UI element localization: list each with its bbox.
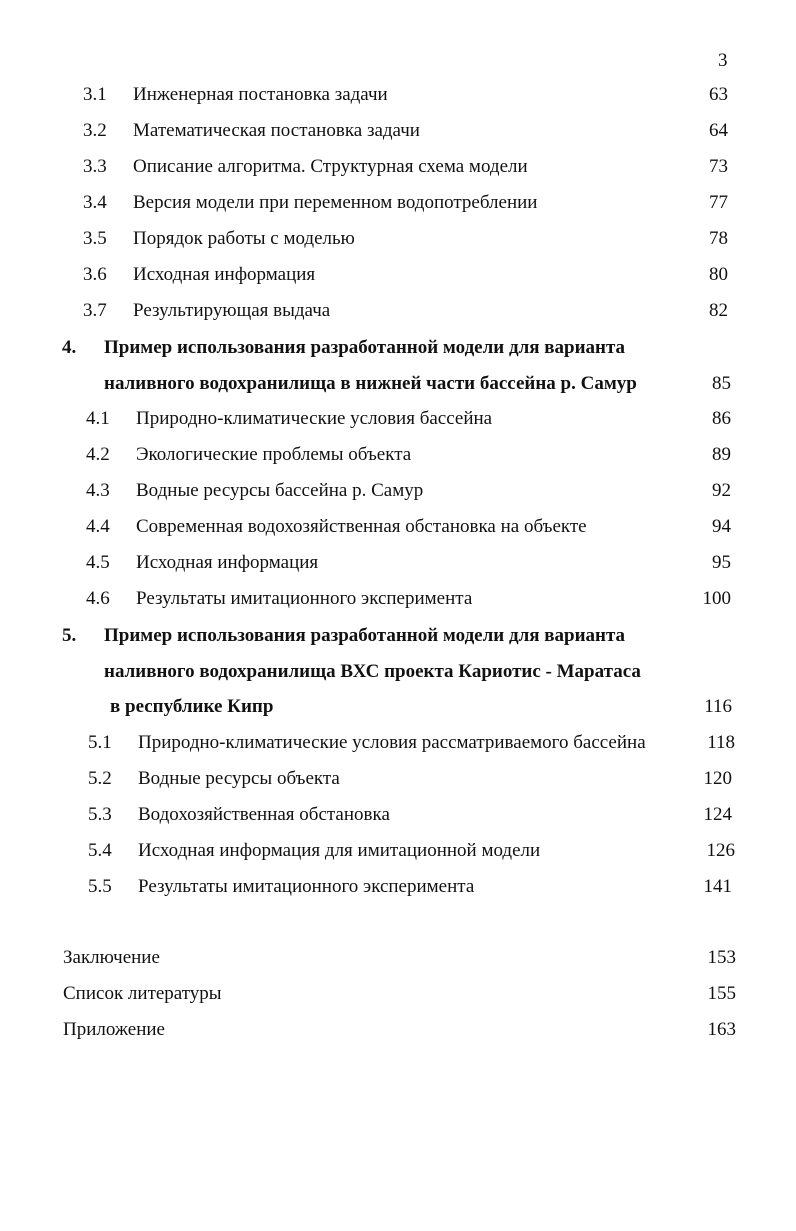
toc-item-page: 120 [703, 768, 732, 789]
toc-item-title: Водные ресурсы бассейна р. Самур [136, 480, 424, 501]
toc-item-number: 5.5 [88, 876, 112, 897]
toc-item-page: 86 [712, 408, 731, 429]
toc-item-number: 4.2 [86, 444, 110, 465]
toc-item-page: 94 [712, 516, 731, 537]
toc-item-number: 5.4 [88, 840, 112, 861]
toc-item-page: 82 [709, 300, 728, 321]
toc-item-page: 92 [712, 480, 731, 501]
toc-item-page: 126 [706, 840, 735, 861]
toc-item-title: Результаты имитационного эксперимента [138, 876, 475, 897]
toc-item-page: 141 [703, 876, 732, 897]
toc-item-number: 3.3 [83, 156, 107, 177]
toc-item-title: Результирующая выдача [133, 300, 331, 321]
chapter-page: 116 [704, 696, 732, 717]
toc-item-title: Результаты имитационного эксперимента [136, 588, 473, 609]
toc-item-title: Порядок работы с моделью [133, 228, 355, 249]
toc-item-title: Список литературы [63, 983, 222, 1004]
toc-item-title: Современная водохозяйственная обстановка на объекте [136, 516, 587, 537]
toc-item-number: 4.3 [86, 480, 110, 501]
toc-item-page: 163 [707, 1019, 736, 1040]
toc-item-page: 64 [709, 120, 728, 141]
toc-item-page: 100 [702, 588, 731, 609]
chapter-number: 4. [62, 337, 77, 358]
toc-item-number: 4.5 [86, 552, 110, 573]
toc-item-number: 4.1 [86, 408, 110, 429]
toc-item-number: 5.3 [88, 804, 112, 825]
toc-item-page: 155 [707, 983, 736, 1004]
toc-item-title: Инженерная постановка задачи [133, 84, 388, 105]
toc-item-page: 63 [709, 84, 728, 105]
toc-item-number: 5.1 [88, 732, 112, 753]
toc-item-page: 78 [709, 228, 728, 249]
toc-item-number: 5.2 [88, 768, 112, 789]
chapter-title-line: Пример использования разработанной модели для варианта [104, 625, 626, 646]
toc-item-title: Приложение [63, 1019, 165, 1040]
toc-item-title: Версия модели при переменном водопотреблении [133, 192, 538, 213]
toc-item-title: Описание алгоритма. Структурная схема модели [133, 156, 528, 177]
toc-item-title: Экологические проблемы объекта [136, 444, 412, 465]
toc-item-number: 3.5 [83, 228, 107, 249]
toc-item-title: Исходная информация [133, 264, 316, 285]
toc-item-title: Заключение [63, 947, 160, 968]
toc-item-page: 73 [709, 156, 728, 177]
chapter-title-line: наливного водохранилища ВХС проекта Кариотис - Маратаса [104, 661, 641, 682]
chapter-title-line: наливного водохранилища в нижней части бассейна р. Самур [104, 373, 637, 394]
chapter-title-line: в республике Кипр [110, 696, 274, 717]
toc-item-title: Водные ресурсы объекта [138, 768, 340, 789]
toc-item-page: 80 [709, 264, 728, 285]
toc-item-number: 4.6 [86, 588, 110, 609]
toc-item-title: Природно-климатические условия рассматриваемого бассейна [138, 732, 646, 753]
toc-item-title: Водохозяйственная обстановка [138, 804, 390, 825]
toc-item-number: 3.7 [83, 300, 107, 321]
chapter-page: 85 [712, 373, 731, 394]
toc-item-page: 77 [709, 192, 728, 213]
toc-item-number: 4.4 [86, 516, 110, 537]
toc-item-page: 89 [712, 444, 731, 465]
toc-item-number: 3.6 [83, 264, 107, 285]
toc-item-title: Природно-климатические условия бассейна [136, 408, 493, 429]
page-number: 3 [718, 50, 728, 71]
toc-item-title: Математическая постановка задачи [133, 120, 420, 141]
toc-item-page: 153 [707, 947, 736, 968]
toc-item-page: 124 [703, 804, 732, 825]
toc-item-title: Исходная информация [136, 552, 319, 573]
toc-item-title: Исходная информация для имитационной модели [138, 840, 541, 861]
chapter-title-line: Пример использования разработанной модели для варианта [104, 337, 626, 358]
toc-item-number: 3.1 [83, 84, 107, 105]
toc-item-page: 118 [707, 732, 735, 753]
toc-item-number: 3.4 [83, 192, 107, 213]
toc-item-number: 3.2 [83, 120, 107, 141]
toc-item-page: 95 [712, 552, 731, 573]
chapter-number: 5. [62, 625, 77, 646]
